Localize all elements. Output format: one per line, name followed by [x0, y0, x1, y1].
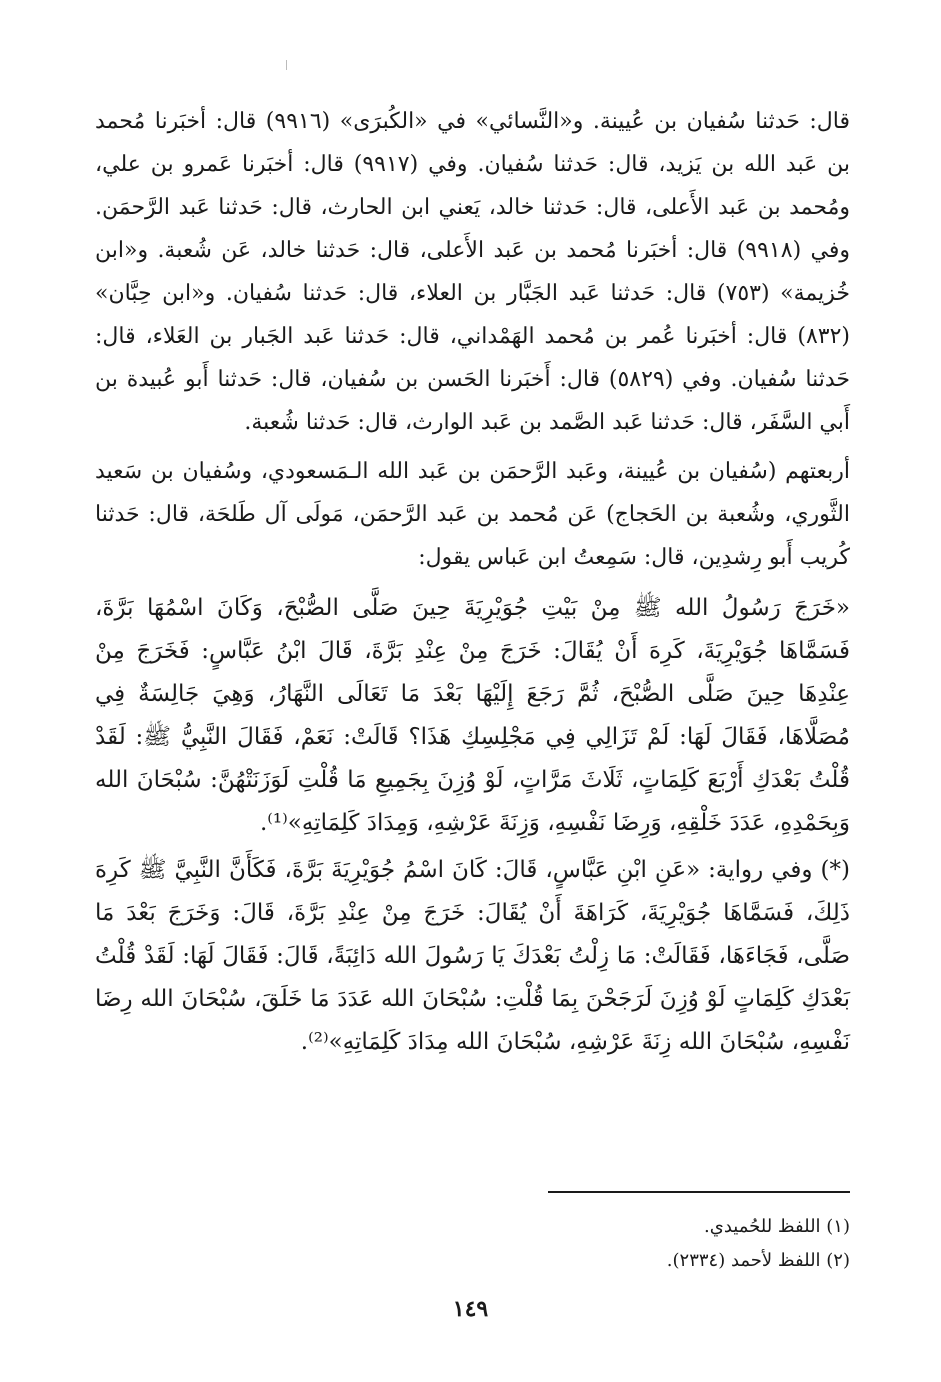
footnote-2: (٢) اللفظ لأحمد (٢٣٣٤).	[666, 1250, 850, 1271]
page-body	[95, 100, 850, 1068]
page-number: ١٤٩	[452, 1296, 489, 1322]
footnotes	[95, 1210, 850, 1278]
paragraph-alternate-narration: (*) وفي رواية: «عَنِ ابْنِ عَبَّاسٍ، قَالَ: كَانَ اسْمُ جُوَيْرِيَةَ بَرَّةَ، فَكَأَنَّ النَّبِيَّ ﷺ كَرِهَ ذَلِكَ، فَسَمَّاهَا جُوَيْرِيَةَ، كَرَاهَةَ أَنْ يُقَالَ: خَرَجَ مِنْ عِنْدِ بَرَّةَ، قَالَ: وَخَرَجَ بَعْدَ مَا صَلَّى، فَجَاءَهَا، فَقَالَتْ: مَا زِلْتُ بَعْدَكَ يَا رَسُولَ الله دَائِبَةً، قَالَ: فَقَالَ لَهَا: لَقَدْ قُلْتُ بَعْدَكِ كَلِمَاتٍ لَوْ وُزِنَ لَرَجَحْنَ بِمَا قُلْتِ: سُبْحَانَ الله عَدَدَ مَا خَلَقَ، سُبْحَانَ الله رِضَا نَفْسِهِ، سُبْحَانَ الله زِنَةَ عَرْشِهِ، سُبْحَانَ الله مِدَادَ كَلِمَاتِهِ»⁽²⁾.	[95, 857, 850, 1055]
scan-mark	[286, 60, 287, 70]
footnote-1: (١) اللفظ للحُميدي.	[704, 1216, 850, 1237]
footnote-divider	[548, 1191, 850, 1193]
paragraph-isnad-sources: قال: حَدثنا سُفيان بن عُيينة. و«النَّسائي» في «الكُبرَى» (٩٩١٦) قال: أخبَرنا مُحمد بن عَبد الله بن يَزيد، قال: حَدثنا سُفيان. وفي (٩٩١٧) قال: أخبَرنا عَمرو بن علي، ومُحمد بن عَبد الأَعلى، قال: حَدثنا خالد، يَعني ابن الحارث، قال: حَدثنا عَبد الرَّحمَن. وفي (٩٩١٨) قال: أخبَرنا مُحمد بن عَبد الأَعلى، قال: حَدثنا خالد، عَن شُعبة. و«ابن خُزيمة» (٧٥٣) قال: حَدثنا عَبد الجَبَّار بن العلاء، قال: حَدثنا سُفيان. و«ابن حِبَّان» (٨٣٢) قال: أخبَرنا عُمر بن مُحمد الهَمْداني، قال: حَدثنا عَبد الجَبار بن العَلاء، قال: حَدثنا سُفيان. وفي (٥٨٢٩) قال: أَخبَرنا الحَسن بن سُفيان، قال: حَدثنا أَبو عُبيدة بن أَبي السَّفَر، قال: حَدثنا عَبد الصَّمد بن عَبد الوارث، قال: حَدثنا شُعبة.	[95, 109, 851, 435]
paragraph-hadith-text: «خَرَجَ رَسُولُ الله ﷺ مِنْ بَيْتِ جُوَيْرِيَةَ حِينَ صَلَّى الصُّبْحَ، وَكَانَ اسْمُهَا بَرَّةَ، فَسَمَّاهَا جُوَيْرِيَةَ، كَرِهَ أَنْ يُقَالَ: خَرَجَ مِنْ عِنْدِ بَرَّةَ، قَالَ ابْنُ عَبَّاسٍ: فَخَرَجَ مِنْ عِنْدِهَا حِينَ صَلَّى الصُّبْحَ، ثُمَّ رَجَعَ إِلَيْهَا بَعْدَ مَا تَعَالَى النَّهَارُ، وَهِيَ جَالِسَةٌ فِي مُصَلَّاهَا، فَقَالَ لَهَا: لَمْ تَزَالِي فِي مَجْلِسِكِ هَذَا؟ قَالَتْ: نَعَمْ، فَقَالَ النَّبِيُّ ﷺ: لَقَدْ قُلْتُ بَعْدَكِ أَرْبَعَ كَلِمَاتٍ، ثَلَاثَ مَرَّاتٍ، لَوْ وُزِنَ بِجَمِيعِ مَا قُلْتِ لَوَزَنَتْهُنَّ: سُبْحَانَ الله وَبِحَمْدِهِ، عَدَدَ خَلْقِهِ، وَرِضَا نَفْسِهِ، وَزِنَةَ عَرْشِهِ، وَمِدَادَ كَلِمَاتِهِ»⁽¹⁾.	[95, 595, 850, 836]
paragraph-narrators: أربعتهم (سُفيان بن عُيينة، وعَبد الرَّحمَن بن عَبد الله الـمَسعودي، وسُفيان بن سَعيد الثَّوري، وشُعبة بن الحَجاج) عَن مُحمد بن عَبد الرَّحمَن، مَولَى آل طَلحَة، قال: حَدثنا كُريب أَبو رِشدِين، قال: سَمِعتُ ابن عَباس يقول:	[95, 459, 850, 570]
